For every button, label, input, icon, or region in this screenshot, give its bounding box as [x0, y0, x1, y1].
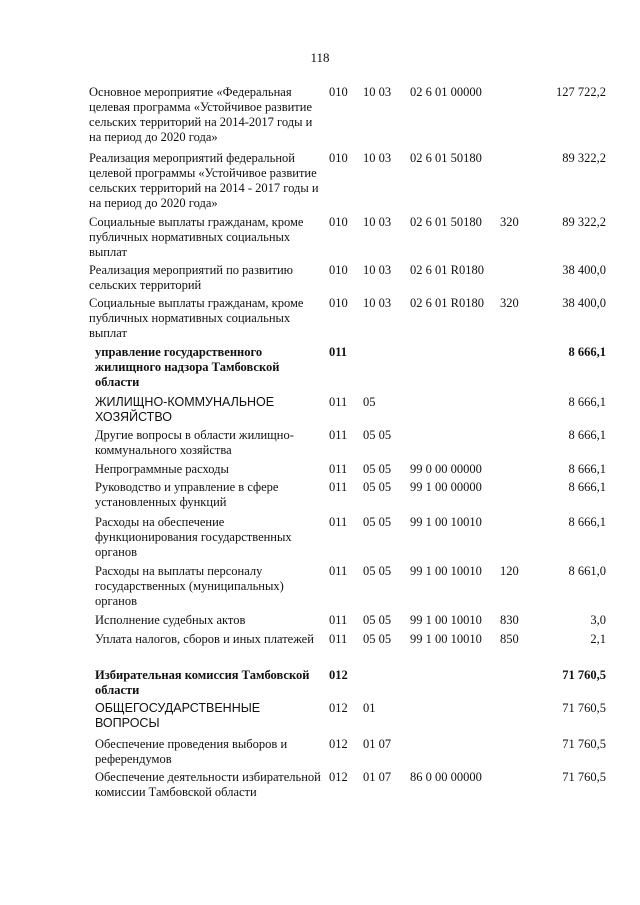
row-grbs: 010	[329, 85, 348, 99]
row-grbs: 012	[329, 701, 348, 715]
row-target-article: 02 6 01 R0180	[410, 263, 484, 277]
row-sum: 8 666,1	[568, 462, 606, 476]
row-sum: 127 722,2	[556, 85, 606, 99]
row-section: 01	[363, 701, 376, 715]
row-grbs: 011	[329, 395, 348, 409]
row-section: 05 05	[363, 632, 392, 646]
row-sum: 71 760,5	[562, 770, 606, 784]
row-section: 05	[363, 395, 376, 409]
row-section: 10 03	[363, 151, 392, 165]
row-target-article: 86 0 00 00000	[410, 770, 482, 784]
row-name: ОБЩЕГОСУДАРСТВЕННЫЕ ВОПРОСЫ	[95, 701, 261, 730]
row-name: ЖИЛИЩНО-КОММУНАЛЬНОЕ ХОЗЯЙСТВО	[95, 395, 275, 424]
row-sum: 8 666,1	[568, 515, 606, 529]
row-name: Обеспечение деятельности избирательной комиссии Тамбовской области	[95, 770, 321, 799]
row-section: 05 05	[363, 462, 392, 476]
row-name: Расходы на обеспечение функционирования государственных органов	[95, 515, 292, 559]
row-name: Реализация мероприятий федеральной целевой программы «Устойчивое развитие сельских территорий на 2014 - 2017 годы и на период до 2020 года»	[89, 151, 319, 210]
row-sum: 8 666,1	[568, 428, 606, 442]
row-name: Другие вопросы в области жилищно-коммунального хозяйства	[95, 428, 294, 457]
row-grbs: 012	[329, 737, 348, 751]
row-section: 05 05	[363, 564, 392, 578]
row-target-article: 02 6 01 00000	[410, 85, 482, 99]
row-grbs: 012	[329, 668, 348, 682]
row-section: 01 07	[363, 737, 392, 751]
row-grbs: 011	[329, 632, 348, 646]
page-number: 118	[310, 50, 330, 65]
row-name: Социальные выплаты гражданам, кроме публичных нормативных социальных выплат	[89, 296, 304, 340]
row-sum: 89 322,2	[562, 151, 606, 165]
row-target-article: 99 1 00 10010	[410, 564, 482, 578]
row-grbs: 010	[329, 296, 348, 310]
row-sum: 8 666,1	[568, 395, 606, 409]
row-target-article: 02 6 01 R0180	[410, 296, 484, 310]
row-section: 05 05	[363, 613, 392, 627]
row-sum: 8 666,1	[568, 480, 606, 494]
row-sum: 71 760,5	[562, 701, 606, 715]
row-name: Непрограммные расходы	[95, 462, 229, 476]
row-section: 10 03	[363, 215, 392, 229]
row-target-article: 99 1 00 10010	[410, 613, 482, 627]
row-expense-type: 320	[500, 215, 519, 229]
row-target-article: 02 6 01 50180	[410, 215, 482, 229]
row-grbs: 011	[329, 564, 348, 578]
row-section: 10 03	[363, 296, 392, 310]
row-name: Избирательная комиссия Тамбовской области	[95, 668, 310, 697]
row-name: Исполнение судебных актов	[95, 613, 246, 627]
row-target-article: 99 0 00 00000	[410, 462, 482, 476]
row-expense-type: 120	[500, 564, 519, 578]
row-grbs: 011	[329, 613, 348, 627]
row-expense-type: 320	[500, 296, 519, 310]
row-grbs: 011	[329, 462, 348, 476]
row-sum: 38 400,0	[562, 296, 606, 310]
row-grbs: 012	[329, 770, 348, 784]
row-name: Реализация мероприятий по развитию сельских территорий	[89, 263, 293, 292]
row-grbs: 011	[329, 345, 348, 359]
row-expense-type: 830	[500, 613, 519, 627]
row-sum: 8 666,1	[568, 345, 606, 359]
row-grbs: 011	[329, 480, 348, 494]
row-name: Расходы на выплаты персоналу государственных (муниципальных) органов	[95, 564, 284, 608]
row-section: 10 03	[363, 85, 392, 99]
row-sum: 38 400,0	[562, 263, 606, 277]
row-section: 05 05	[363, 480, 392, 494]
row-target-article: 99 1 00 00000	[410, 480, 482, 494]
row-section: 05 05	[363, 515, 392, 529]
row-name: управление государственного жилищного надзора Тамбовской области	[95, 345, 280, 389]
row-sum: 3,0	[590, 613, 606, 627]
row-expense-type: 850	[500, 632, 519, 646]
row-sum: 2,1	[590, 632, 606, 646]
row-sum: 89 322,2	[562, 215, 606, 229]
row-section: 01 07	[363, 770, 392, 784]
row-section: 10 03	[363, 263, 392, 277]
row-name: Руководство и управление в сфере установленных функций	[95, 480, 279, 509]
row-target-article: 99 1 00 10010	[410, 515, 482, 529]
row-grbs: 010	[329, 215, 348, 229]
row-name: Основное мероприятие «Федеральная целевая программа «Устойчивое развитие сельских территорий на 2014-2017 годы и на период до 2020 года»	[89, 85, 313, 144]
row-section: 05 05	[363, 428, 392, 442]
row-target-article: 02 6 01 50180	[410, 151, 482, 165]
row-name: Уплата налогов, сборов и иных платежей	[95, 632, 314, 646]
row-grbs: 010	[329, 151, 348, 165]
row-grbs: 011	[329, 515, 348, 529]
row-sum: 71 760,5	[562, 737, 606, 751]
row-target-article: 99 1 00 10010	[410, 632, 482, 646]
row-name: Социальные выплаты гражданам, кроме публичных нормативных социальных выплат	[89, 215, 304, 259]
row-sum: 71 760,5	[562, 668, 606, 682]
row-sum: 8 661,0	[568, 564, 606, 578]
row-grbs: 010	[329, 263, 348, 277]
row-name: Обеспечение проведения выборов и референдумов	[95, 737, 288, 766]
row-grbs: 011	[329, 428, 348, 442]
